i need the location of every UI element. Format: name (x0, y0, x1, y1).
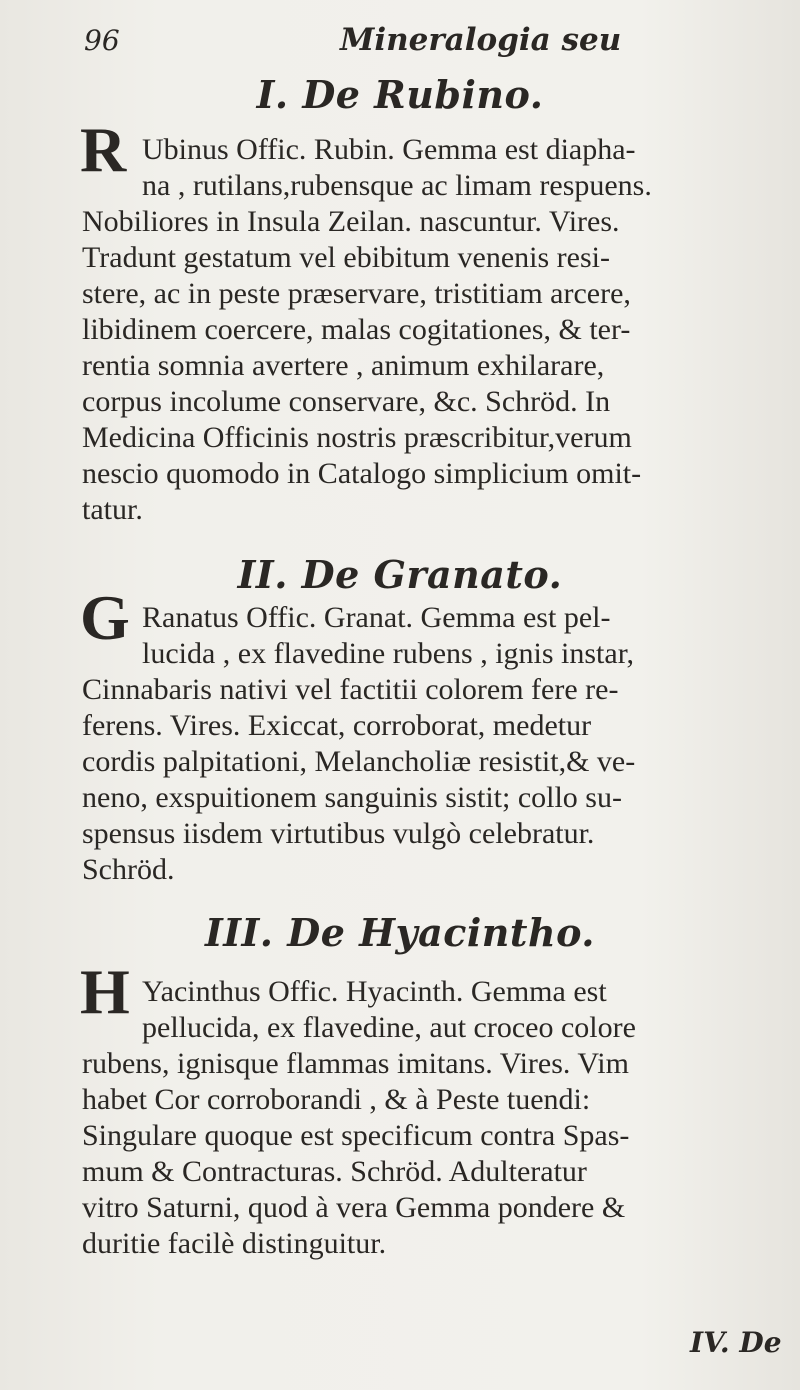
text-line: vitro Saturni, quod à vera Gemma pondere & (82, 1191, 626, 1224)
running-title: Mineralogia seu (340, 22, 622, 58)
text-line: rubens, ignisque flammas imitans. Vires. Vim (82, 1047, 629, 1080)
text-line: Cinnabaris nativi vel factitii colorem fere re- (82, 673, 619, 706)
text-line: nescio quomodo in Catalogo simplicium omit- (82, 457, 642, 490)
text-line: spensus iisdem virtutibus vulgò celebratur. (82, 817, 595, 850)
text-line: Tradunt gestatum vel ebibitum venenis resi- (82, 241, 610, 274)
text-line: Nobiliores in Insula Zeilan. nascuntur. Vires. (82, 205, 620, 238)
text-line: rentia somnia avertere , animum exhilarare, (82, 349, 605, 382)
text-line: Schröd. (82, 853, 175, 886)
text-line: tatur. (82, 493, 143, 526)
text-line: pellucida, ex flavedine, aut croceo colore (142, 1011, 636, 1044)
section-heading-granato: II. De Granato. (237, 552, 563, 597)
text-line: habet Cor corroborandi , & à Peste tuendi: (82, 1083, 591, 1116)
text-line: na , rutilans,rubensque ac limam respuens. (142, 169, 652, 202)
section-heading-rubino: I. De Rubino. (256, 72, 544, 117)
text-line: ferens. Vires. Exiccat, corroborat, medetur (82, 709, 592, 742)
text-line: Singulare quoque est specificum contra Spas- (82, 1119, 630, 1152)
text-line: neno, exspuitionem sanguinis sistit; collo su- (82, 781, 622, 814)
text-line: Ranatus Offic. Granat. Gemma est pel- (142, 601, 611, 634)
text-line: libidinem coercere, malas cogitationes, & ter- (82, 313, 631, 346)
drop-cap-h: H (80, 956, 130, 1027)
section-body-hyacintho (82, 974, 782, 1262)
section-heading-hyacintho: III. De Hyacintho. (204, 910, 596, 955)
text-line: mum & Contracturas. Schröd. Adulteratur (82, 1155, 587, 1188)
catchword: IV. De (690, 1326, 782, 1359)
section-body-rubino (82, 132, 782, 528)
drop-cap-g: G (80, 582, 130, 653)
text-line: Medicina Officinis nostris præscribitur,verum (82, 421, 632, 454)
text-line: lucida , ex flavedine rubens , ignis instar, (142, 637, 634, 670)
text-line: duritie facilè distinguitur. (82, 1227, 387, 1260)
drop-cap-r: R (80, 114, 127, 185)
text-line: corpus incolume conservare, &c. Schröd. In (82, 385, 611, 418)
text-line: Yacinthus Offic. Hyacinth. Gemma est (142, 975, 607, 1008)
section-body-granato (82, 600, 782, 888)
text-line: Ubinus Offic. Rubin. Gemma est diapha- (142, 133, 636, 166)
text-line: cordis palpitationi, Melancholiæ resistit,& ve- (82, 745, 636, 778)
page-header (0, 14, 800, 62)
text-line: stere, ac in peste præservare, tristitiam arcere, (82, 277, 631, 310)
page-number: 96 (84, 24, 120, 57)
